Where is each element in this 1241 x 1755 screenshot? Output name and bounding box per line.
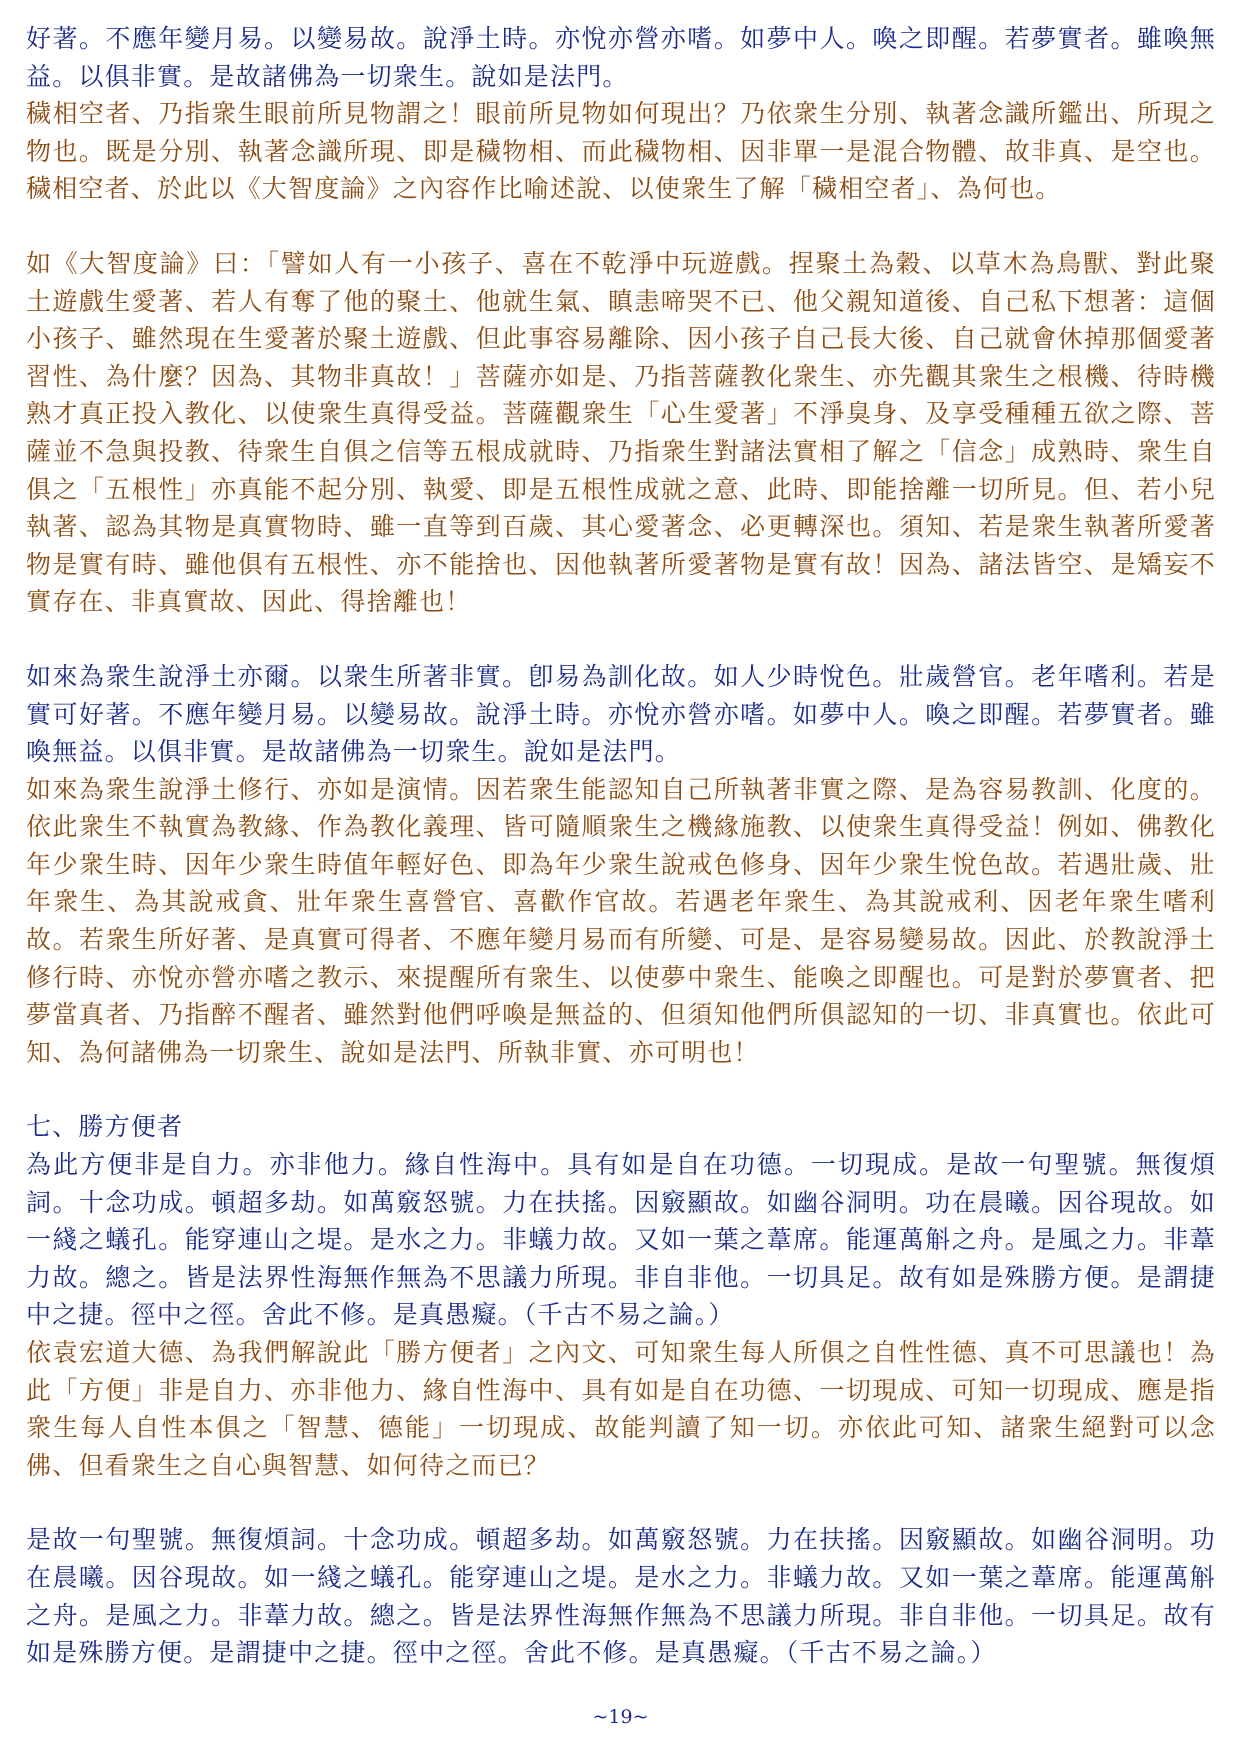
commentary-paragraph-1: 穢相空者、乃指衆生眼前所見物謂之！眼前所見物如何現出？乃依衆生分別、執著念識所鑑出、所現之物也。既是分別、執著念識所現、即是穢物相、而此穢物相、因非單一是混合物體、故非真、是空也。穢相空者、於此以《大智度論》之內容作比喻述說、以使衆生了解「穢相空者」、為何也。 <box>26 99 1216 204</box>
paragraph-gap <box>26 208 1216 245</box>
page-number: ~19~ <box>592 1706 649 1728</box>
document-page <box>26 20 1216 1672</box>
commentary-paragraph-4: 依袁宏道大德、為我們解說此「勝方便者」之內文、可知衆生每人所俱之自性性德、真不可思議也！為此「方便」非是自力、亦非他力、緣自性海中、具有如是自在功德、一切現成、可知一切現成、應是指衆生每人自性本俱之「智慧、德能」一切現成、故能判讀了知一切。亦依此可知、諸衆生絕對可以念佛、但看衆生之自心與智慧、如何待之而已？ <box>26 1338 1216 1480</box>
commentary-paragraph-3: 如來為衆生說淨土修行、亦如是演情。因若衆生能認知自己所執著非實之際、是為容易教訓、化度的。依此衆生不執實為教緣、作為教化義理、皆可隨順衆生之機緣施教、以使衆生真得受益！例如、佛教化年少衆生時、因年少衆生時值年輕好色、即為年少衆生說戒色修身、因年少衆生悅色故。若遇壯歲、壯年衆生、為其說戒貪、壯年衆生喜營官、喜歡作官故。若遇老年衆生、為其說戒利、因老年衆生嗜利故。若衆生所好著、是真實可得者、不應年變月易而有所變、可是、是容易變易故。因此、於教說淨土修行時、亦悅亦營亦嗜之教示、來提醒所有衆生、以使夢中衆生、能喚之即醒也。可是對於夢實者、把夢當真者、乃指醉不醒者、雖然對他們呼喚是無益的、但須知他們所俱認知的一切、非真實也。依此可知、為何諸佛為一切衆生、說如是法門、所執非實、亦可明也！ <box>26 774 1216 1067</box>
sutra-paragraph-3: 為此方便非是自力。亦非他力。緣自性海中。具有如是自在功德。一切現成。是故一句聖號。無復煩詞。十念功成。頓超多劫。如萬竅怒號。力在扶搖。因竅顯故。如幽谷洞明。功在晨曦。因谷現故。如一綫之蟻孔。能穿連山之堤。是水之力。非蟻力故。又如一葉之葦席。能運萬斛之舟。是風之力。非葦力故。總之。皆是法界性海無作無為不思議力所現。非自非他。一切具足。故有如是殊勝方便。是謂捷中之捷。徑中之徑。舍此不修。是真愚癡。（千古不易之論。） <box>26 1150 1216 1330</box>
paragraph-gap <box>26 1071 1216 1108</box>
sutra-paragraph-1: 好著。不應年變月易。以變易故。說淨土時。亦悅亦營亦嗜。如夢中人。喚之即醒。若夢實者。雖喚無益。以俱非實。是故諸佛為一切衆生。說如是法門。 <box>26 24 1216 91</box>
paragraph-gap <box>26 621 1216 658</box>
commentary-paragraph-2: 如《大智度論》曰：「譬如人有一小孩子、喜在不乾淨中玩遊戲。捏聚土為穀、以草木為鳥獸、對此聚土遊戲生愛著、若人有奪了他的聚土、他就生氣、瞋恚啼哭不已、他父親知道後、自己私下想著：這個小孩子、雖然現在生愛著於聚土遊戲、但此事容易離除、因小孩子自己長大後、自己就會休掉那個愛著習性、為什麼？因為、其物非真故！」菩薩亦如是、乃指菩薩教化衆生、亦先觀其衆生之根機、待時機熟才真正投入教化、以使衆生真得受益。菩薩觀衆生「心生愛著」不淨臭身、及享受種種五欲之際、菩薩並不急與投教、待衆生自俱之信等五根成就時、乃指衆生對諸法實相了解之「信念」成熟時、衆生自俱之「五根性」亦真能不起分別、執愛、即是五根性成就之意、此時、即能捨離一切所見。但、若小兒執著、認為其物是真實物時、雖一直等到百歲、其心愛著念、必更轉深也。須知、若是衆生執著所愛著物是實有時、雖他俱有五根性、亦不能捨也、因他執著所愛著物是實有故！因為、諸法皆空、是矯妄不實存在、非真實故、因此、得捨離也！ <box>26 248 1216 617</box>
section-heading: 七、勝方便者 <box>26 1112 184 1142</box>
sutra-paragraph-2: 如來為衆生說淨土亦爾。以衆生所著非實。卽易為訓化故。如人少時悅色。壯歲營官。老年嗜利。若是實可好著。不應年變月易。以變易故。說淨土時。亦悅亦營亦嗜。如夢中人。喚之即醒。若夢實者。雖喚無益。以俱非實。是故諸佛為一切衆生。說如是法門。 <box>26 661 1216 767</box>
sutra-paragraph-4: 是故一句聖號。無復煩詞。十念功成。頓超多劫。如萬竅怒號。力在扶搖。因竅顯故。如幽谷洞明。功在晨曦。因谷現故。如一綫之蟻孔。能穿連山之堤。是水之力。非蟻力故。又如一葉之葦席。能運萬斛之舟。是風之力。非葦力故。總之。皆是法界性海無作無為不思議力所現。非自非他。一切具足。故有如是殊勝方便。是謂捷中之捷。徑中之徑。舍此不修。是真愚癡。（千古不易之論。） <box>26 1525 1216 1668</box>
paragraph-gap <box>26 1484 1216 1521</box>
